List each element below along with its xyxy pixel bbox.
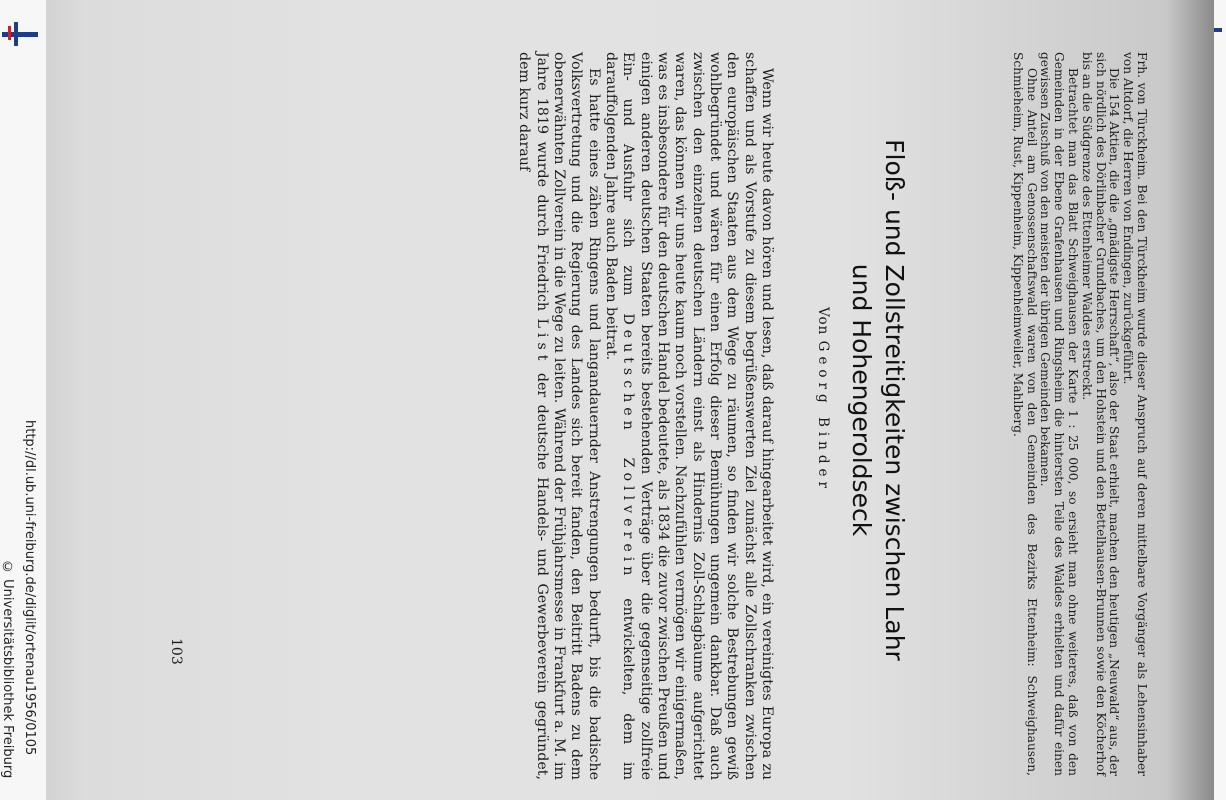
paragraph: [602, 52, 775, 780]
viewer-right-edge: [1214, 0, 1226, 800]
paragraph: Betrachtet man das Blatt Schweighausen der Karte 1 : 25 000, so ersieht man ohne weiteres, daß von den Gemeinden in der Ebene Grafenhausen und Ringsheim die hintersten Teile des Waldes erhielten und dafür einen gewissen Zuschuß von den meisten der übrigen Gemeinden bekamen.: [1038, 52, 1081, 776]
author-line: [815, 40, 831, 760]
text-run: Es hatte eines zähen Ringens und langandauernder Anstrengungen bedurft, bis die badische Volksvertretung und die Regierung des Landes sich bereit fanden, den Beitritt Badens zu dem obenerwähnten Zollverein in die Wege zu leiten. Während der Frühjahrsmesse in Frankfurt a. M. im Jahre 1819 wurde durch Friedrich: [533, 52, 602, 780]
source-url[interactable]: http://dl.ub.uni-freiburg.de/diglit/ortenau1956/0105: [22, 420, 37, 756]
author-prefix: Von: [815, 307, 831, 336]
paragraph: Frh. von Türckheim. Bei den Türckheim wurde dieser Anspruch auf deren mittelbare Vorgänger als Lehensinhaber von Altdorf, die Herren von Endingen, zurückgeführt.: [1121, 52, 1149, 776]
viewer-logo-icon: [2, 22, 38, 46]
author-name: Georg Binder: [815, 340, 831, 493]
copyright-notice: © Universitätsbibliothek Freiburg: [0, 560, 15, 779]
paragraph: [515, 52, 602, 780]
paragraph: Die 154 Aktien, die die „gnädigste Herrschaft“, also der Staat erhielt, machen den heutigen „Neuwald“ aus, der sich nördlich des Dörlinbacher Grundbaches, um den Hohstein und den Bettelhausen-Brunnen sowie den Köcherhof bis an die Südgrenze des Ettenheimer Waldes erstreckt.: [1079, 52, 1122, 776]
emphasized-text: List: [533, 318, 550, 366]
text-run: entwickelten, dem im darauffolgenden Jahre auch Baden beitrat.: [602, 52, 637, 780]
text-run: der deutsche Handels- und Gewerbeverein gegründet, dem kurz darauf: [516, 52, 550, 781]
title-line: und Hohengeroldseck: [847, 263, 876, 537]
emphasized-text: Deutschen Zollverein: [620, 313, 637, 581]
rotated-page-content: [46, 0, 1214, 800]
viewer-margin: [0, 0, 46, 800]
text-run: Wenn wir heute davon hören und lesen, daß darauf hingearbeitet wird, ein vereinigtes Europa zu schaffen und als Vorstufe zu diesem begrüßenswerten Ziel zunächst alle Zollschranken zwischen den europäischen Staaten aus dem Wege zu räumen, so finden wir solche Bestrebungen gewiß wohlbegründet und wären für einen Erfolg dieser Bemühungen ungemein dankbar. Daß auch zwischen den einzelnen deutschen Ländern einst als Hindernis Zoll-Schlagbäume aufgerichtet waren, das können wir uns heute kaum noch vorstellen. Nachzufühlen vermögen wir einigermaßen, was es insbesondere für den deutschen Handel bedeutete, als 1834 die zuvor zwischen Preußen und einigen anderen deutschen Staaten bereits bestehenden Verträge über die gegenseitige zollfreie Ein- und Ausfuhr sich zum: [620, 52, 775, 780]
paragraph: Ohne Anteil am Genossenschaftswald waren von den Gemeinden des Bezirks Ettenheim: Schweighausen, Schmieheim, Rust, Kippenheim, Kippenheimweiler, Mahlberg.: [1010, 52, 1039, 776]
scanned-page: [46, 0, 1214, 800]
title-line: Floß- und Zollstreitigkeiten zwischen Lahr: [880, 139, 909, 661]
right-marker-icon: [1214, 22, 1222, 38]
article-body: [515, 52, 775, 780]
page-number: 103: [168, 638, 184, 665]
article-title: [845, 40, 911, 760]
previous-article-end: [1010, 52, 1148, 776]
